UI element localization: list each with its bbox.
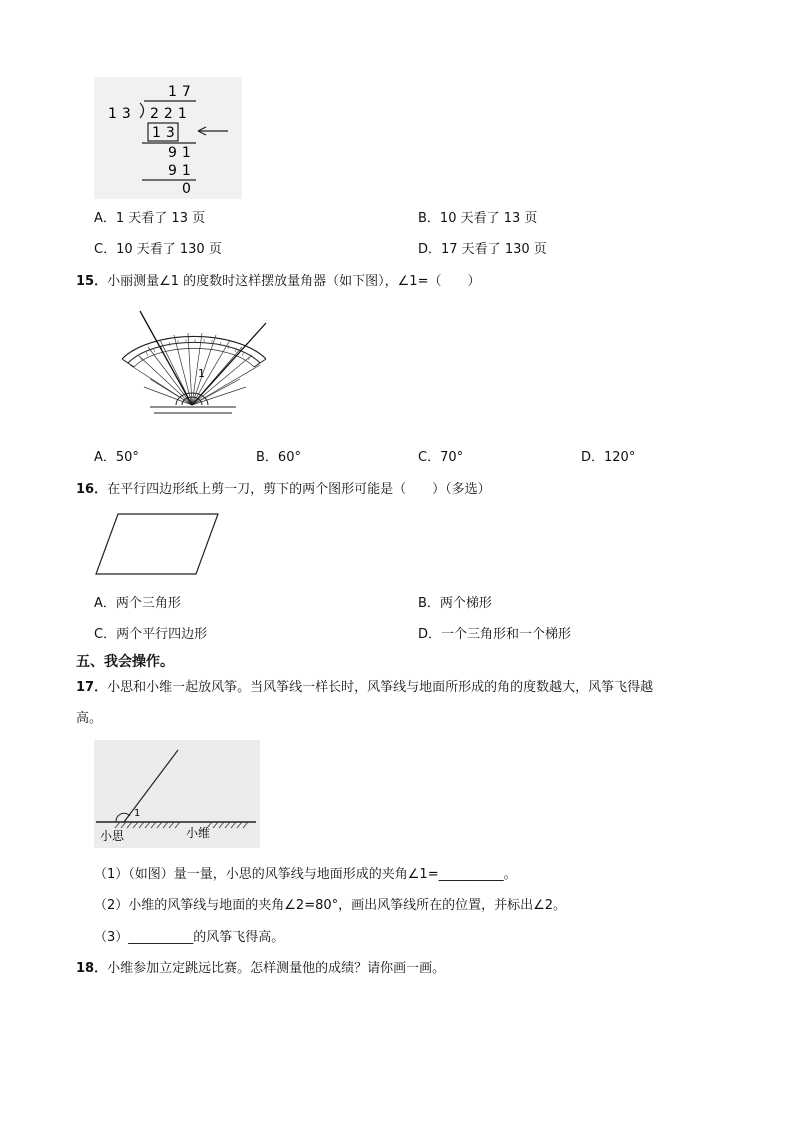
q17-sub3: （3）__________的风筝飞得高。 [94, 930, 285, 945]
q18-number: 18． [76, 961, 108, 976]
protractor-inner-arc [128, 342, 260, 363]
q17-question-line1 [76, 676, 653, 695]
q16-text: 在平行四边形纸上剪一刀，剪下的两个图形可能是（ ）（多选） [107, 482, 491, 497]
q16-option-b[interactable]: B．两个梯形 [418, 596, 492, 611]
angle-side-left [140, 311, 192, 405]
name-xiaowei: 小维 [186, 826, 211, 840]
q17-sub1: （1）（如图）量一量，小思的风筝线与地面形成的夹角∠1=__________。 [94, 867, 517, 882]
q14-option-c[interactable]: C．10 天看了 130 页 [94, 242, 222, 257]
q16-number: 16． [76, 482, 108, 497]
q15-option-c[interactable]: C．70° [418, 450, 464, 465]
q14-option-b[interactable]: B．10 天看了 13 页 [418, 211, 538, 226]
name-xiaosi: 小思 [100, 829, 125, 843]
q15-text: 小丽测量∠1 的度数时这样摆放量角器（如下图），∠1=（ ） [107, 274, 481, 289]
parallelogram-figure [94, 512, 222, 576]
q18-question [76, 957, 445, 976]
q14-option-d[interactable]: D．17 天看了 130 页 [418, 242, 547, 257]
q17-number: 17． [76, 680, 108, 695]
protractor-scale-arc [134, 348, 254, 367]
q15-option-a[interactable]: A．50° [94, 450, 139, 465]
section-5-title: 五、我会操作。 [76, 654, 174, 670]
protractor-figure [120, 307, 270, 419]
q15-number: 15． [76, 274, 108, 289]
q16-question [76, 478, 491, 497]
q18-text: 小维参加立定跳远比赛。怎样测量他的成绩？请你画一画。 [107, 961, 446, 976]
q16-option-c[interactable]: C．两个平行四边形 [94, 627, 208, 642]
division-bracket [140, 103, 144, 118]
quotient-text: 17 [168, 84, 196, 100]
q14-option-a[interactable]: A．1 天看了 13 页 [94, 211, 206, 226]
kite-figure [94, 740, 260, 848]
protractor-right-edge [254, 359, 266, 367]
division-figure [94, 77, 242, 199]
q17-question-line2: 高。 [76, 711, 103, 726]
divisor-text: 13 [108, 106, 136, 122]
boxed-digits-text: 13 [152, 125, 180, 141]
kite-string-line [124, 750, 178, 822]
angle-1-label: 1 [198, 367, 205, 380]
q15-option-b[interactable]: B．60° [256, 450, 301, 465]
q15-question [76, 270, 480, 289]
q16-option-d[interactable]: D．一个三角形和一个梯形 [418, 627, 572, 642]
parallelogram-shape [96, 514, 218, 574]
q17-text: 小思和小维一起放风筝。当风筝线一样长时，风筝线与地面所形成的角的度数越大，风筝飞得越 [107, 680, 654, 695]
q16-option-a[interactable]: A．两个三角形 [94, 596, 181, 611]
q15-option-d[interactable]: D．120° [581, 450, 636, 465]
ground-hatching [115, 822, 248, 828]
partial-dividend-text: 91 [168, 145, 196, 161]
kite-angle-1-label: 1 [134, 808, 141, 819]
q17-sub2: （2）小维的风筝线与地面的夹角∠2=80°，画出风筝线所在的位置，并标出∠2。 [94, 898, 567, 913]
subtract-product-text: 91 [168, 163, 196, 179]
dividend-text: 221 [150, 106, 192, 122]
protractor-left-edge [122, 359, 134, 367]
remainder-text: 0 [182, 181, 191, 197]
